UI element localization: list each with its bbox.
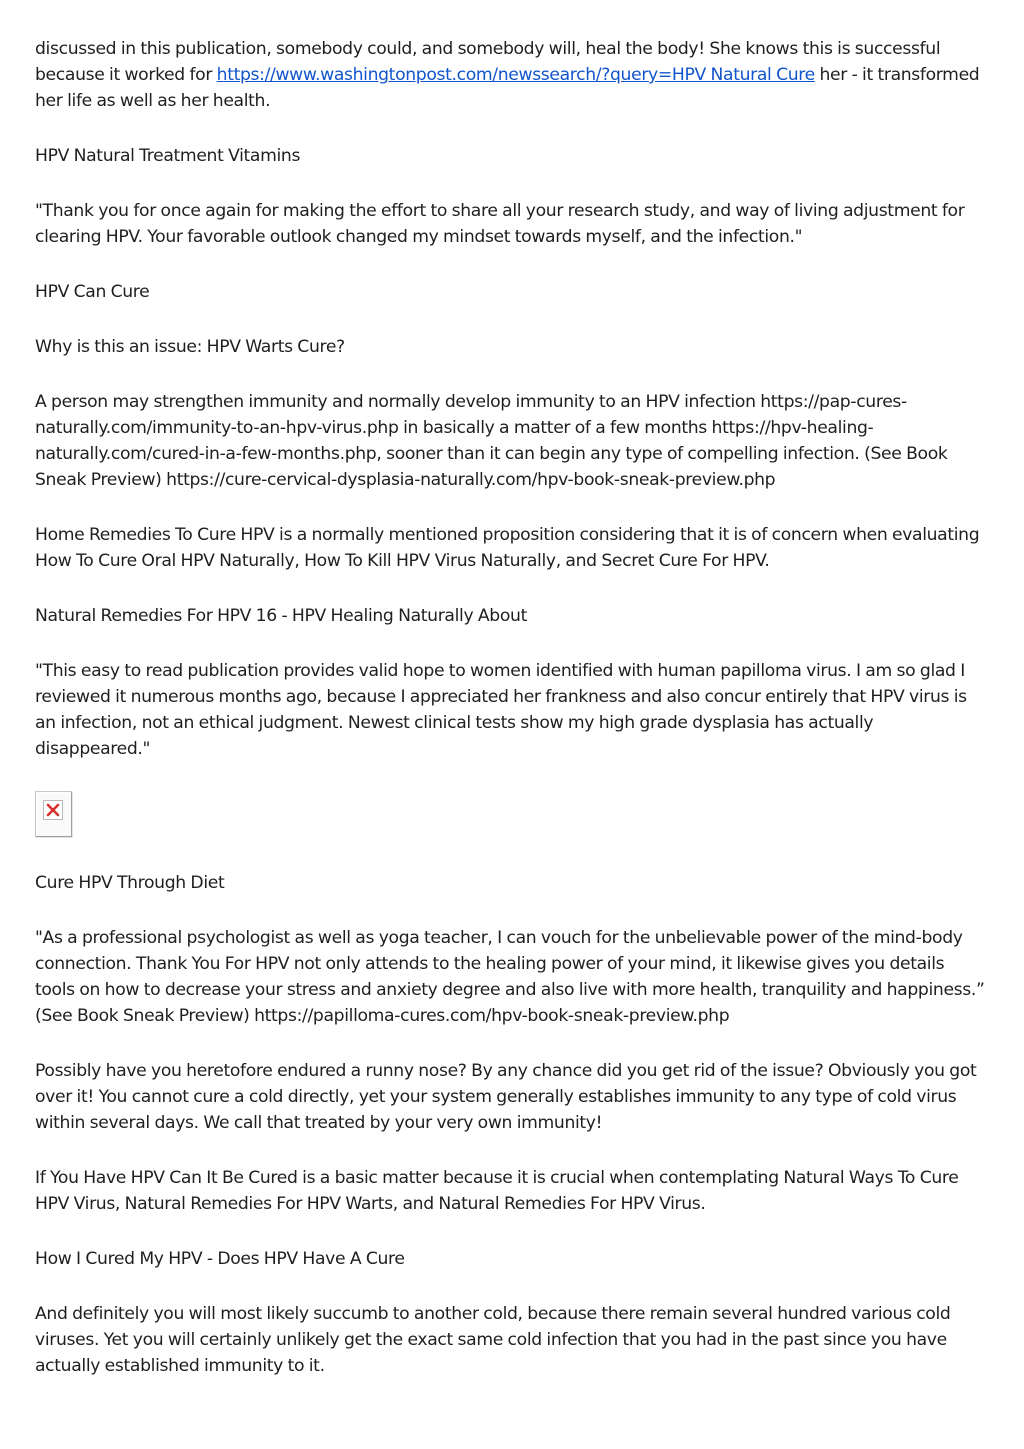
heading-natural-remedies-hpv-16: Natural Remedies For HPV 16 - HPV Healing Naturally About (35, 606, 527, 626)
washingtonpost-search-link[interactable]: https://www.washingtonpost.com/newssearch/?query=HPV Natural Cure (216, 65, 815, 85)
broken-image-icon (43, 800, 63, 820)
paragraph-runny-nose: Possibly have you heretofore endured a runny nose? By any chance did you get rid of the issue? Obviously you got over it! You cannot cure a cold directly, yet your system generally establishes immunity to any type of cold virus within several days. We call that treated by your very own immunity! (35, 1061, 977, 1133)
paragraph-intro (35, 36, 985, 114)
paragraph-if-you-have-hpv: If You Have HPV Can It Be Cured is a basic matter because it is crucial when contemplating Natural Ways To Cure HPV Virus, Natural Remedies For HPV Warts, and Natural Remedies For HPV Virus. (35, 1168, 959, 1214)
heading-hpv-can-cure: HPV Can Cure (35, 282, 150, 302)
paragraph-testimonial-thank-you: "Thank you for once again for making the effort to share all your research study, and way of living adjustment for clearing HPV. Your favorable outlook changed my mindset towards myself, and the infection." (35, 201, 965, 247)
paragraph-intro-text-before: discussed in this publication, somebody could, and somebody will, heal the body! She knows this is successful because it worked for (35, 39, 941, 85)
heading-why-is-this-an-issue: Why is this an issue: HPV Warts Cure? (35, 337, 345, 357)
heading-hpv-natural-treatment-vitamins: HPV Natural Treatment Vitamins (35, 146, 301, 166)
heading-how-i-cured-my-hpv: How I Cured My HPV - Does HPV Have A Cure (35, 1249, 405, 1269)
paragraph-home-remedies: Home Remedies To Cure HPV is a normally mentioned proposition considering that it is of concern when evaluating How To Cure Oral HPV Naturally, How To Kill HPV Virus Naturally, and Secret Cure For HPV. (35, 525, 980, 571)
document-page (35, 36, 985, 1408)
broken-image-placeholder (35, 791, 72, 837)
heading-cure-hpv-through-diet: Cure HPV Through Diet (35, 873, 225, 893)
paragraph-testimonial-easy-to-read: "This easy to read publication provides valid hope to women identified with human papilloma virus. I am so glad I reviewed it numerous months ago, because I appreciated her frankness and also concur entirely that HPV virus is an infection, not an ethical judgment. Newest clinical tests show my high grade dysplasia has actually disappeared." (35, 661, 967, 759)
paragraph-strengthen-immunity: A person may strengthen immunity and normally develop immunity to an HPV infection https://pap-cures-naturally.com/immunity-to-an-hpv-virus.php in basically a matter of a few months https://hpv-healing-naturally.com/cured-in-a-few-months.php, sooner than it can begin any type of compelling infection. (See Book Sneak Preview) https://cure-cervical-dysplasia-naturally.com/hpv-book-sneak-preview.php (35, 392, 948, 490)
paragraph-another-cold: And definitely you will most likely succumb to another cold, because there remain several hundred various cold viruses. Yet you will certainly unlikely get the exact same cold infection that you had in the past since you have actually established immunity to it. (35, 1304, 951, 1376)
paragraph-testimonial-psychologist: "As a professional psychologist as well as yoga teacher, I can vouch for the unbelievable power of the mind-body connection. Thank You For HPV not only attends to the healing power of your mind, it likewise gives you details tools on how to decrease your stress and anxiety degree and also live with more health, tranquility and happiness.” (See Book Sneak Preview) https://papilloma-cures.com/hpv-book-sneak-preview.php (35, 928, 985, 1026)
paragraph-intro-text-after: her - it transformed her life as well as her health. (35, 65, 980, 111)
red-x-icon (46, 803, 60, 817)
